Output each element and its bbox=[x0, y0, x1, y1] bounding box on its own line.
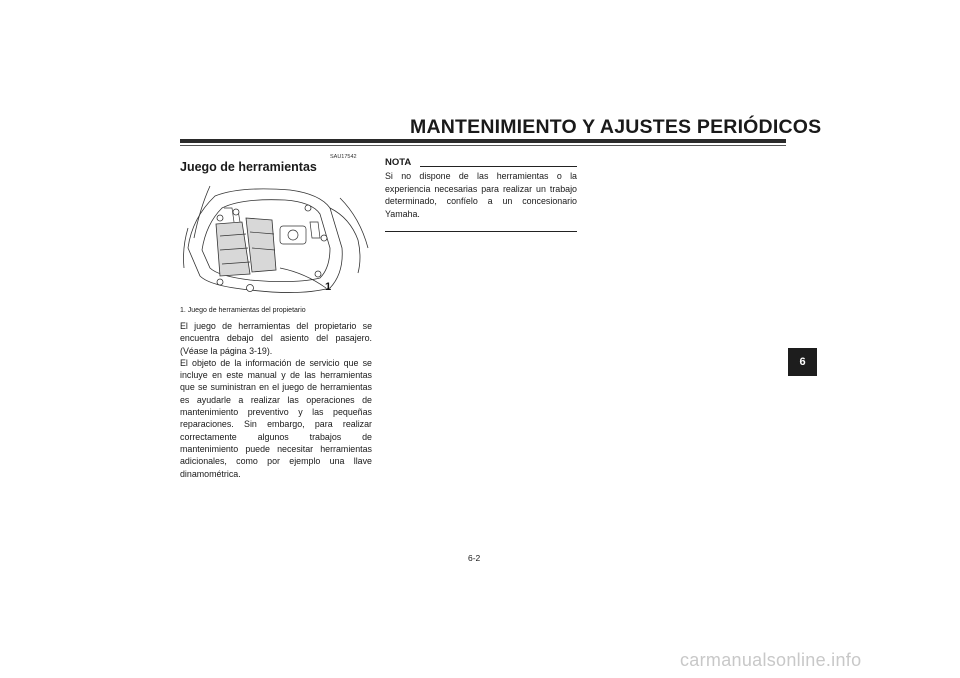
page-number: 6-2 bbox=[468, 553, 481, 563]
note-label: NOTA bbox=[385, 157, 412, 168]
section-code: SAU17542 bbox=[330, 154, 357, 160]
paragraph-location: El juego de herramientas del propietario se encuentra debajo del asiento del pasajero. (Véase la página 3-19). bbox=[180, 321, 372, 356]
tool-kit-illustration bbox=[180, 178, 372, 302]
callout-number: 1 bbox=[325, 281, 332, 293]
note-rule-bottom bbox=[385, 231, 577, 232]
paragraph-purpose: El objeto de la información de servicio que se incluye en este manual y de las herramientas que se suministran en el juego de herramientas es ayudarle a realizar las operaciones de mantenimiento preventivo y las pequeñas reparaciones. Sin embargo, para realizar correctamente algunos trabajos de mantenimiento puede necesitar herramientas adicionales, como por ejemplo una llave dinamométrica. bbox=[180, 357, 372, 479]
chapter-tab: 6 bbox=[788, 348, 817, 376]
note-text: Si no dispone de las herramientas o la experiencia necesarias para realizar un trabajo determinado, confíelo a un concesionario Yamaha. bbox=[385, 171, 577, 219]
page-header-title: MANTENIMIENTO Y AJUSTES PERIÓDICOS bbox=[410, 116, 822, 138]
figure-caption: 1. Juego de herramientas del propietario bbox=[180, 307, 306, 314]
section-heading: Juego de herramientas bbox=[180, 160, 317, 174]
body-text bbox=[180, 320, 372, 480]
header-rule bbox=[180, 139, 786, 143]
watermark: carmanualsonline.info bbox=[680, 650, 862, 670]
header-rule-thin bbox=[180, 145, 786, 146]
note-rule-top bbox=[420, 166, 577, 167]
